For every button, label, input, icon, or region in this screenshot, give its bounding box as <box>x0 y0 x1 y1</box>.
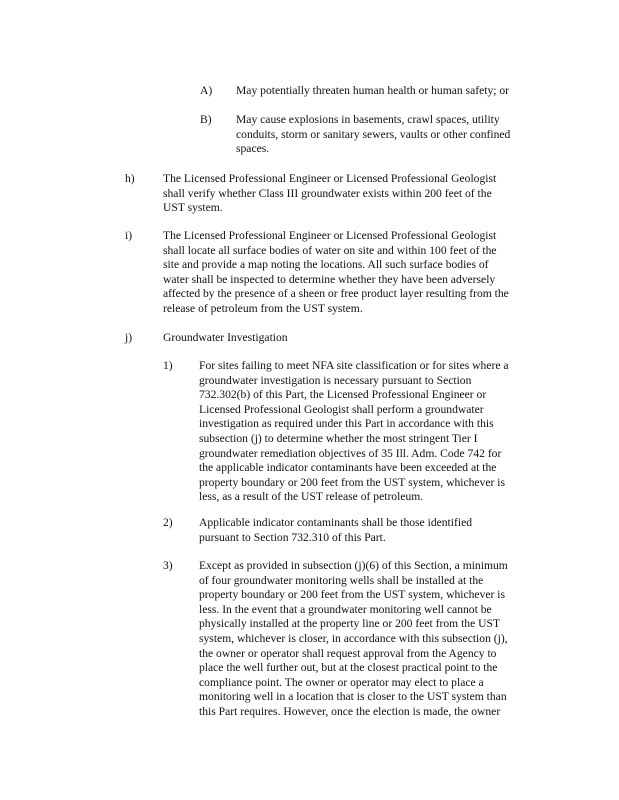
item-text: For sites failing to meet NFA site classification or for sites where a groundwater investigation is necessary pursuant to Section 732.302(b) of this Part, the Licensed Professional Engineer or Licensed Professional Geologist shall perform a groundwater investigation as required under this Part in accordance with this subsection (j) to determine whether the most stringent Tier I groundwater remediation objectives of 35 Ill. Adm. Code 742 for the applicable indicator contaminants have been exceeded at the property boundary or 200 feet from the UST system, whichever is less, as a result of the UST release of petroleum. <box>199 359 509 504</box>
item-3 <box>199 559 539 720</box>
item-label-3: 3) <box>163 559 173 572</box>
item-label-1: 1) <box>163 359 173 372</box>
item-text: May cause explosions in basements, crawl spaces, utility conduits, storm or sanitary sewers, vaults or other confined spaces. <box>236 113 511 156</box>
item-1 <box>199 359 539 505</box>
item-2 <box>199 516 539 545</box>
item-label-j: j) <box>125 331 133 344</box>
item-label-B: B) <box>200 113 212 126</box>
item-text: Except as provided in subsection (j)(6) of this Section, a minimum of four groundwater monitoring wells shall be installed at the property boundary or 200 feet from the UST system, whichever is less. In the event that a groundwater monitoring well cannot be physically installed at the property line or 200 feet from the UST system, whichever is closer, in accordance with this subsection (j), the owner or operator shall request approval from the Agency to place the well further out, but at the closest practical point to the compliance point. The owner or operator may elect to place a monitoring well in a location that is closer to the UST system than this Part requires. However, once the election is made, the owner <box>199 559 508 718</box>
item-label-2: 2) <box>163 516 173 529</box>
item-A <box>236 84 536 99</box>
item-j <box>163 331 543 346</box>
item-label-i: i) <box>125 229 133 242</box>
item-h <box>163 172 543 216</box>
item-text: May potentially threaten human health or human safety; or <box>236 84 510 97</box>
item-label-h: h) <box>125 172 135 185</box>
section-heading: Groundwater Investigation <box>163 331 288 344</box>
item-text: The Licensed Professional Engineer or Licensed Professional Geologist shall verify whether Class III groundwater exists within 200 feet of the UST system. <box>163 172 497 215</box>
item-i <box>163 229 543 317</box>
item-B <box>236 113 536 157</box>
item-text: Applicable indicator contaminants shall be those identified pursuant to Section 732.310 of this Part. <box>199 516 473 544</box>
item-text: The Licensed Professional Engineer or Licensed Professional Geologist shall locate all surface bodies of water on site and within 100 feet of the site and provide a map noting the locations. All such surface bodies of water shall be inspected to determine whether they have been adversely affected by the presence of a sheen or free product layer resulting from the release of petroleum from the UST system. <box>163 229 509 315</box>
item-label-A: A) <box>200 84 213 97</box>
